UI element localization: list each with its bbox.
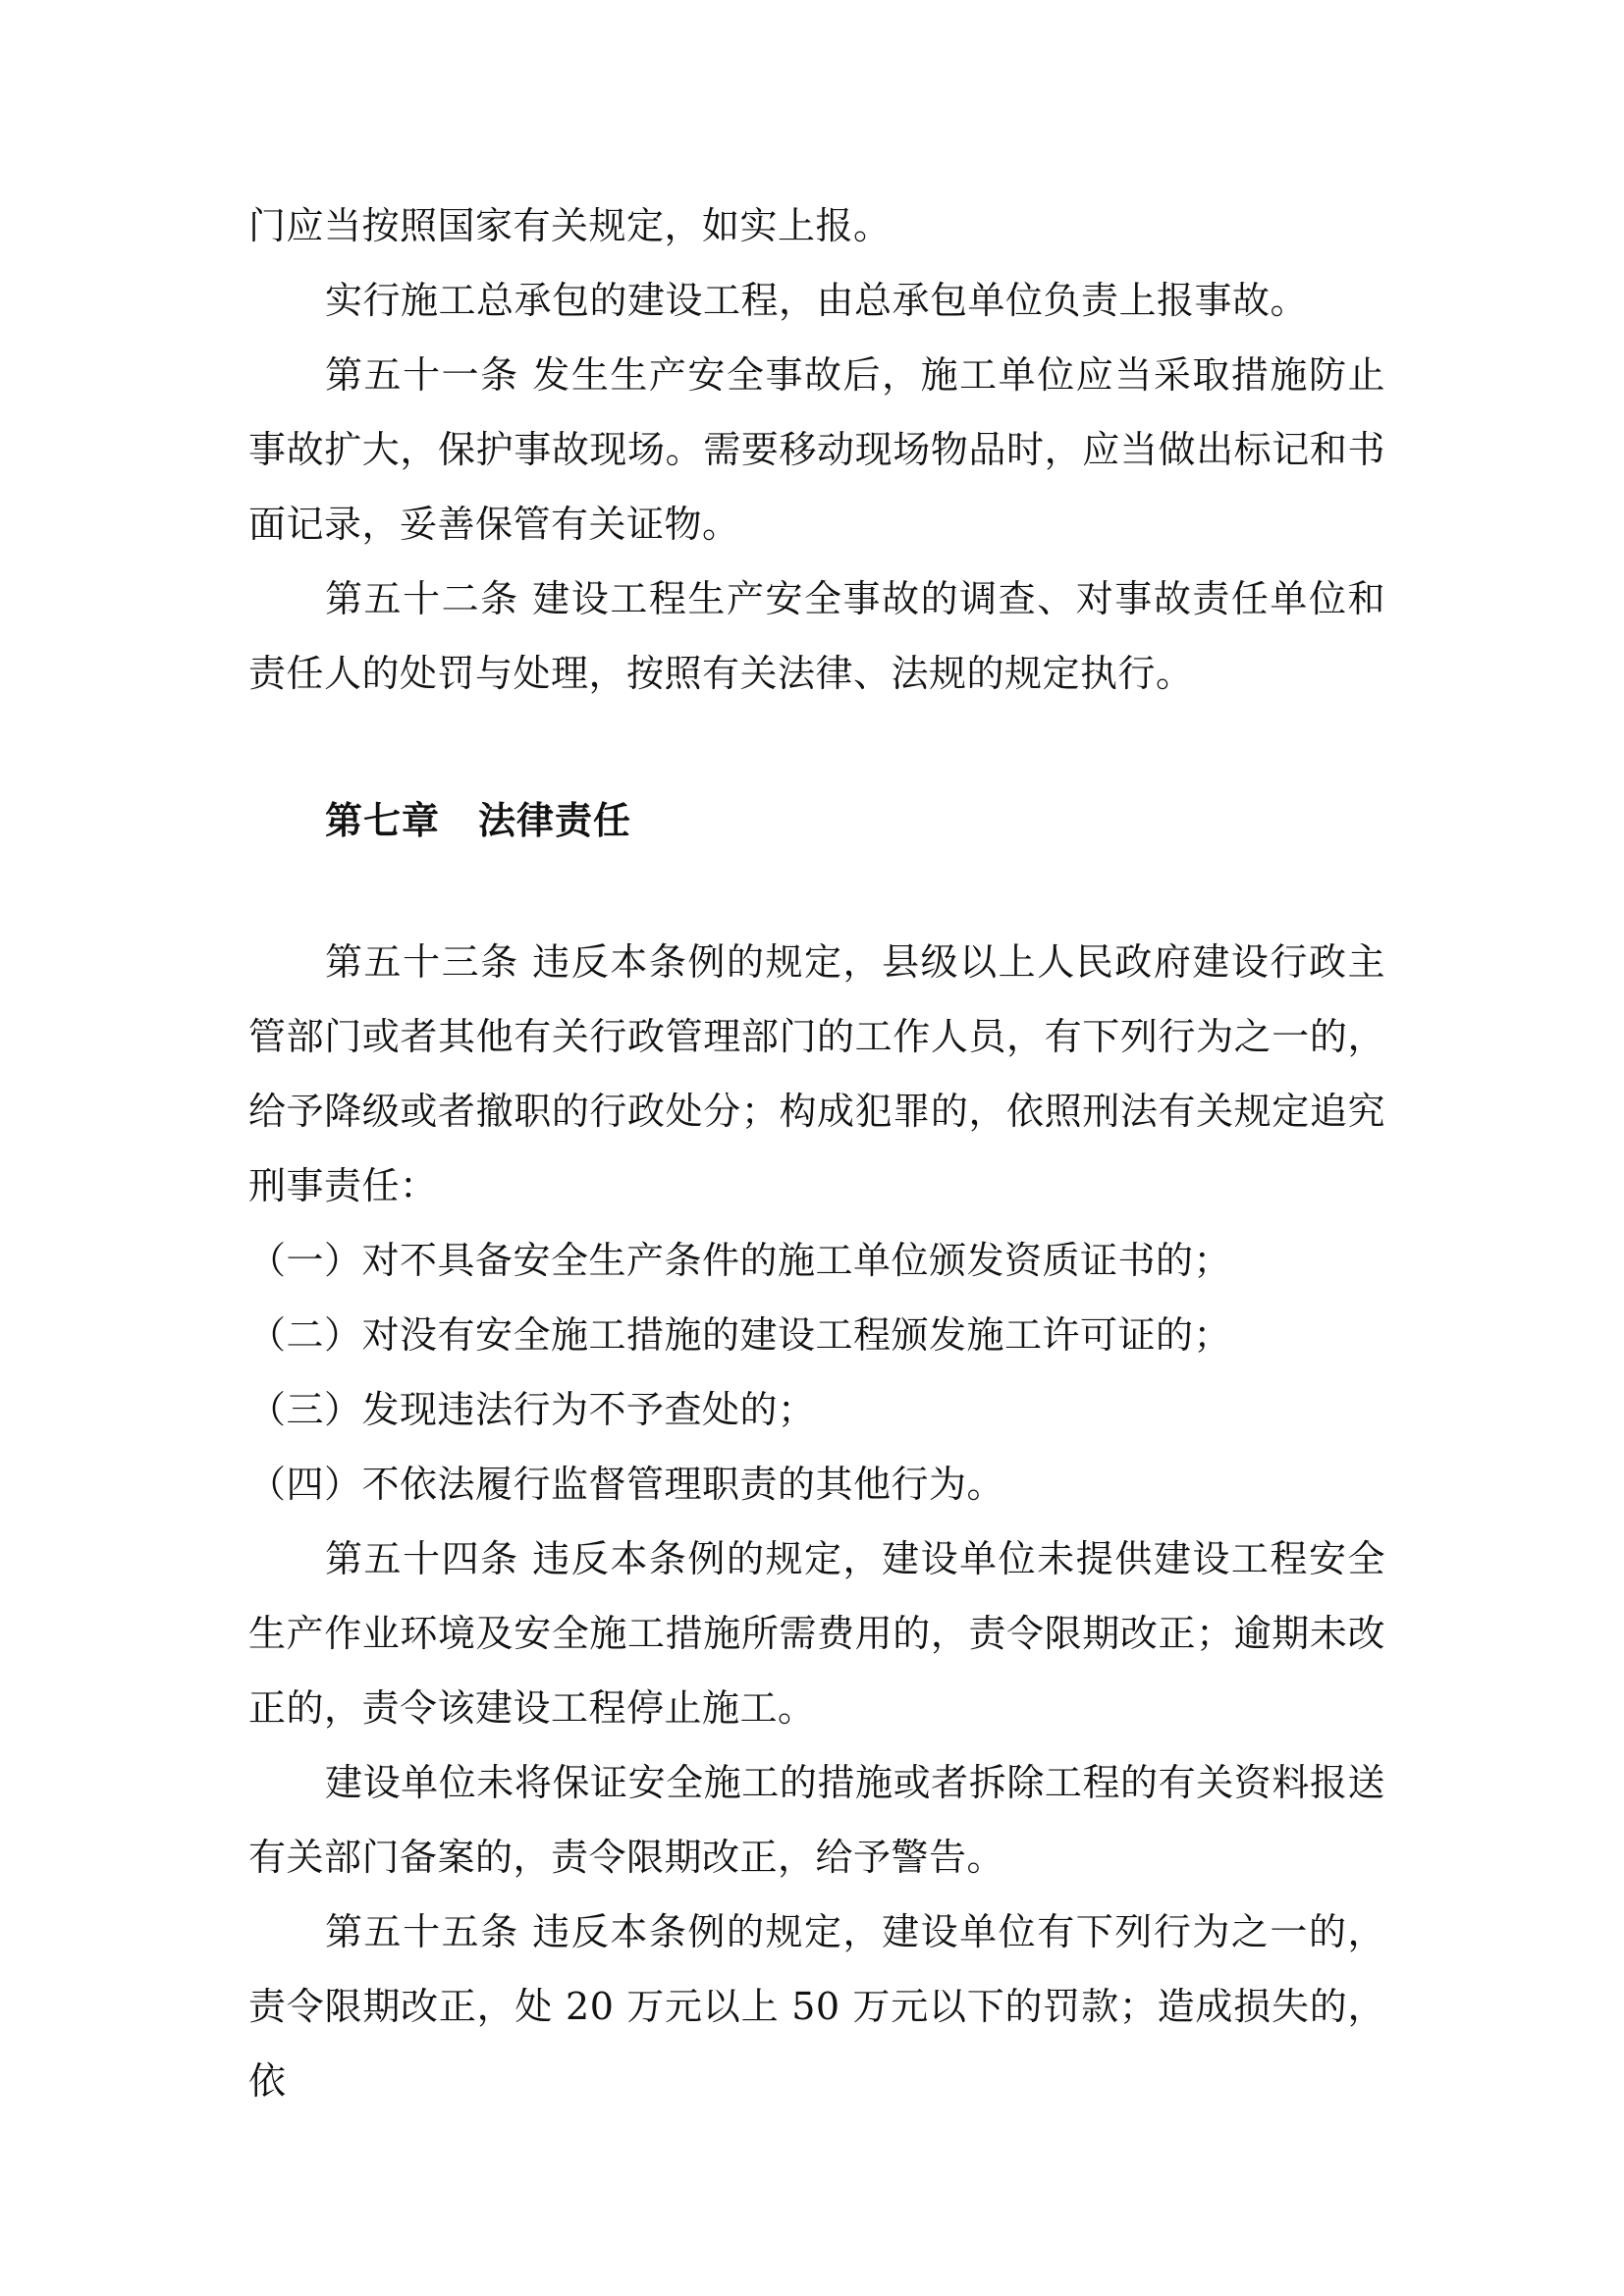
paragraph-general-contract: 实行施工总承包的建设工程，由总承包单位负责上报事故。 (325, 279, 1309, 322)
text-section-top (248, 188, 1385, 711)
paragraph-continuation: 门应当按照国家有关规定，如实上报。 (248, 204, 892, 247)
article-52: 第五十二条 建设工程生产安全事故的调查、对事故责任单位和责任人的处罚与处理，按照有关法律、法规的规定执行。 (248, 577, 1385, 695)
text-section-bottom (248, 925, 1385, 2118)
list-item: （四）不依法履行监督管理职责的其他行为。 (248, 1463, 1005, 1506)
paragraph-filing: 建设单位未将保证安全施工的措施或者拆除工程的有关资料报送有关部门备案的，责令限期改正，给予警告。 (248, 1761, 1385, 1879)
list-item: （三）发现违法行为不予查处的； (248, 1388, 816, 1431)
list-item: （一）对不具备安全生产条件的施工单位颁发资质证书的； (248, 1239, 1232, 1282)
chapter-title: 第七章 法律责任 (325, 799, 632, 842)
article-53: 第五十三条 违反本条例的规定，县级以上人民政府建设行政主管部门或者其他有关行政管理部门的工作人员，有下列行为之一的，给予降级或者撤职的行政处分；构成犯罪的，依照刑法有关规定追究刑事责任： (248, 940, 1385, 1207)
list-item: （二）对没有安全施工措施的建设工程颁发施工许可证的； (248, 1313, 1232, 1357)
article-55: 第五十五条 违反本条例的规定，建设单位有下列行为之一的，责令限期改正，处 20 万元以上 50 万元以下的罚款；造成损失的，依 (248, 1910, 1385, 2103)
article-51: 第五十一条 发生生产安全事故后，施工单位应当采取措施防止事故扩大，保护事故现场。需要移动现场物品时，应当做出标记和书面记录，妥善保管有关证物。 (248, 353, 1385, 546)
article-54: 第五十四条 违反本条例的规定，建设单位未提供建设工程安全生产作业环境及安全施工措施所需费用的，责令限期改正；逾期未改正的，责令该建设工程停止施工。 (248, 1537, 1385, 1730)
